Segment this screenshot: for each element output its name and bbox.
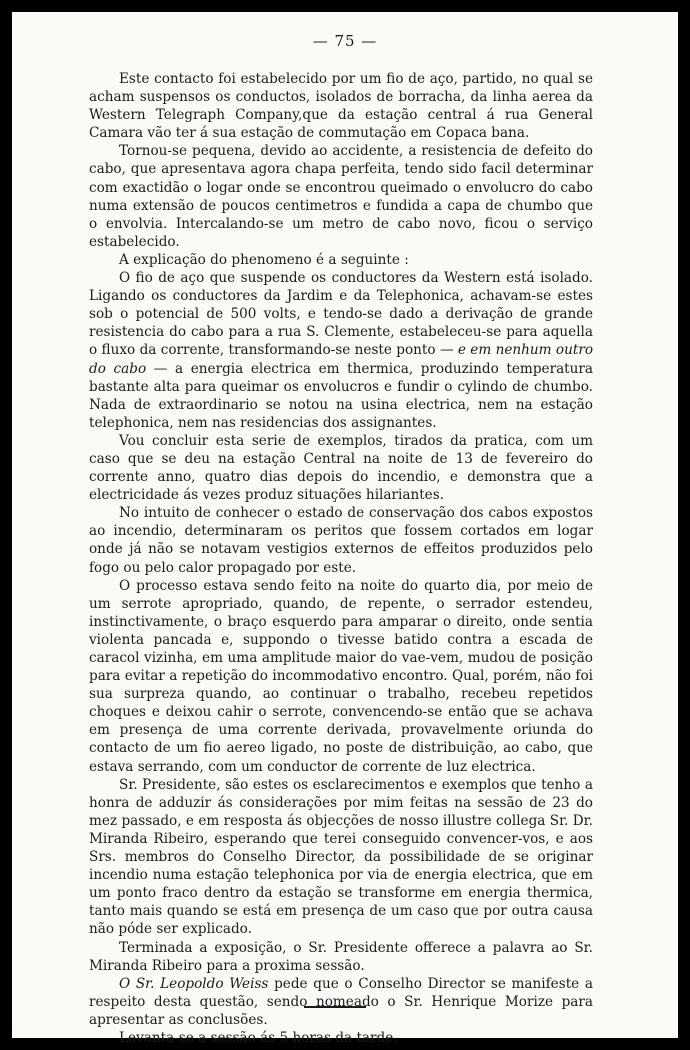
paragraph-saw-incident: O processo estava sendo feito na noite do quarto dia, por meio de um serrote apropriado, quando, de repente, o serrador estendeu, instinctivamente, o braço esquerdo para amparar o direito, onde sentia violenta pancada e, suppondo o tivesse batido contra a escada de caracol vizinha, em uma amplitude maior do vae-vem, mudou de posição para evitar a repetição do incommodativo encontro. Qual, porém, não foi sua surpreza quando, ao continuar o trabalho, recebeu repetidos choques e deixou cahir o serrote, convencendo-se então que se achava em presença de uma corrente derivada, provavelmente oriunda do contacto de um fio aereo ligado, no poste de distribuição, ao cabo, que estava serrando, com um conductor de corrente de luz electrica. — [89, 577, 593, 775]
paragraph-explanation-emphasis: e em nenhum outro do cabo — [89, 342, 594, 377]
paragraph-explanation — [89, 269, 593, 432]
paragraph-experts: No intuito de conhecer o estado de conservação dos cabos expostos ao incendio, determinaram os peritos que fossem cortados em logar onde já não se notavam vestigios externos de effeitos produzidos pelo fogo ou pelo calor propagado por este. — [89, 505, 593, 576]
paragraph-weiss — [89, 975, 593, 1029]
document-page — [12, 12, 678, 1046]
closing-rule — [304, 1006, 366, 1008]
page-number: — 75 — — [312, 32, 378, 50]
paragraph-adjournment: Levanta-se a sessão ás 5 horas da tarde. — [119, 1029, 398, 1046]
paragraph-example-intro: Vou concluir esta serie de exemplos, tirados da pratica, com um caso que se deu na estação Central na noite de 13 de fevereiro do corrente anno, quatro dias depois do incendio, e demonstra que a electricidade ás vezes produz situações hilariantes. — [89, 432, 593, 504]
paragraph-explanation-part-2: — a energia electrica em thermica, produzindo temperatura bastante alta para queimar os envolucros e fundir o cylindo de chumbo. Nada de extraordinario se notou na usina electrica, nem na estação telephonica, nem nas residencias dos assignantes. — [89, 360, 593, 431]
paragraph-floor: Terminada a exposição, o Sr. Presidente offerece a palavra ao Sr. Miranda Ribeiro para a proxima sessão. — [89, 939, 593, 974]
paragraph-weiss-speaker: O Sr. Leopoldo Weiss — [119, 975, 269, 992]
paragraph-explanation-part-1: O fio de aço que suspende os conductores da Western está isolado. Ligando os conductores da Jardim e da Telephonica, achavam-se estes sob o potencial de 500 volts, e tendo-se dado a derivação de grande resistencia do cabo para a rua S. Clemente, estabeleceu-se para aquella o fluxo da corrente, transformando-se neste ponto — — [89, 270, 593, 359]
paragraph-contact: Este contacto foi estabelecido por um fio de aço, partido, no qual se acham suspensos os conductos, isolados de borracha, da linha aerea da Western Telegraph Company,que da estação central á rua General Camara vão ter á sua estação de commutação em Copaca bana. — [89, 71, 593, 142]
paragraph-conclusion: Sr. Presidente, são estes os esclarecimentos e exemplos que tenho a honra de adduzir ás considerações por mim feitas na sessão de 23 do mez passado, e em resposta ás objecções de nosso illustre collega Sr. Dr. Miranda Ribeiro, esperando que terei conseguido convencer-vos, e aos Srs. membros do Conselho Director, da possibilidade de se originar incendio numa estação telephonica por via de energia electrica, que em um ponto fraco dentro da estação se transforme em energia thermica, tanto mais quando se está em presença de um caso que por outra causa não póde ser explicado. — [89, 776, 593, 938]
paragraph-explanation-intro: A explicação do phenomeno é a seguinte : — [119, 251, 409, 268]
paragraph-weiss-text: pede que o Conselho Director se manifeste a respeito desta questão, sendo nomeado o Sr. Henrique Morize para apresentar as conclusões. — [89, 975, 593, 1028]
paragraph-resistance: Tornou-se pequena, devido ao accidente, a resistencia de defeito do cabo, que apresentava agora chapa perfeita, tendo sido facil determinar com exactidão o logar onde se encontrou queimado o envolucro do cabo numa extensão de poucos centimetros e fundida a capa de chumbo que o envolvia. Intercalando-se um metro de cabo novo, ficou o serviço estabelecido. — [89, 143, 593, 250]
body-text — [89, 70, 593, 1047]
